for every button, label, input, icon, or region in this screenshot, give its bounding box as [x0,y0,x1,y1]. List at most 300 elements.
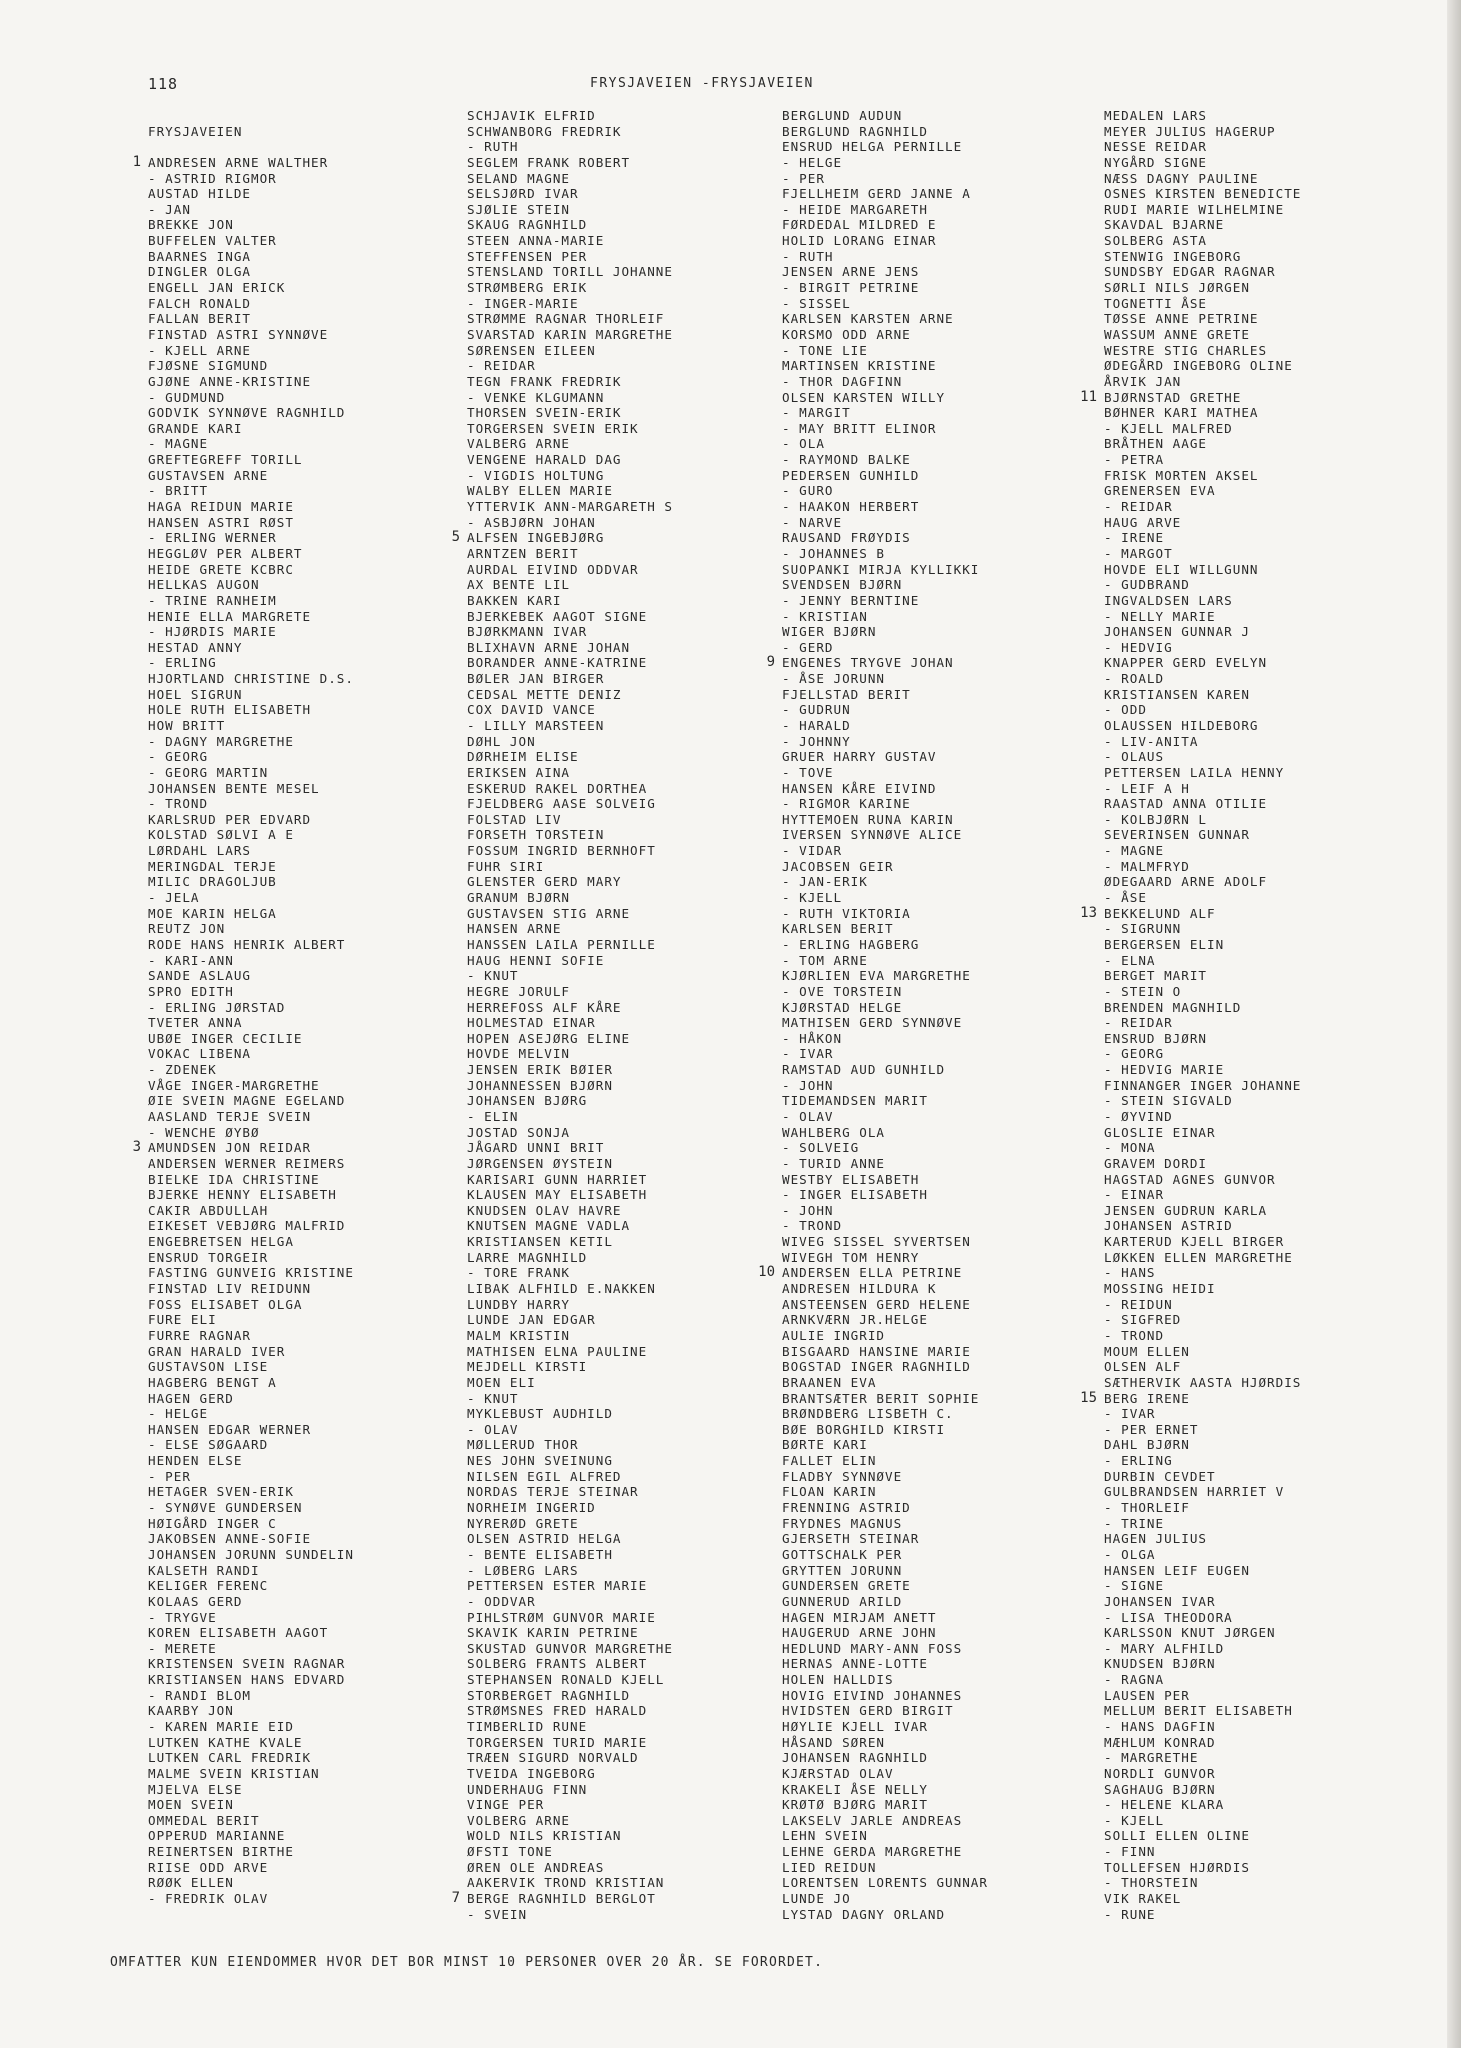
resident-name: RAMSTAD AUD GUNHILD [782,1062,946,1078]
resident-name: KOREN ELISABETH AAGOT [148,1625,329,1641]
resident-name: - ERLING WERNER [148,530,277,546]
resident-name: JOHANNESSEN BJØRN [467,1077,613,1093]
list-item [1104,1125,1301,1141]
resident-name: - TROND [148,796,209,812]
resident-name: SEGLEM FRANK ROBERT [467,154,631,170]
resident-name: - TORE FRANK [467,1265,570,1281]
resident-name: - JOHN [782,1202,834,1218]
resident-name: AX BENTE LIL [467,577,570,593]
list-item [467,671,673,687]
list-item [782,968,988,984]
list-item [1104,1578,1301,1594]
resident-name: STEEN ANNA-MARIE [467,233,605,249]
list-item [148,624,354,640]
list-item [467,390,673,406]
resident-name: WALBY ELLEN MARIE [467,483,613,499]
resident-name: PIHLSTRØM GUNVOR MARIE [467,1609,656,1625]
running-header: FRYSJAVEIEN -FRYSJAVEIEN [590,76,814,91]
list-item [782,827,988,843]
resident-name: - BRITT [148,483,209,499]
resident-name: GREFTEGREFF TORILL [148,452,303,468]
resident-name: HEDLUND MARY-ANN FOSS [782,1640,963,1656]
resident-name: JAKOBSEN ANNE-SOFIE [148,1531,312,1547]
resident-name: - MAGNE [1104,843,1165,859]
resident-name: - VIDAR [782,843,843,859]
list-item [467,1578,673,1594]
list-item [148,483,354,499]
list-item [148,671,354,687]
resident-name: - GUDMUND [148,389,226,405]
resident-name: - MALMFRYD [1104,858,1190,874]
list-item [148,405,354,421]
list-item [1104,765,1301,781]
resident-name: KRØTØ BJØRG MARIT [782,1797,928,1813]
list-item [148,937,354,953]
resident-name: BJERKE HENNY ELISABETH [148,1187,337,1203]
list-item [467,483,673,499]
resident-name: LIED REIDUN [782,1859,877,1875]
list-item [1104,264,1301,280]
resident-name: LØKKEN ELLEN MARGRETHE [1104,1249,1293,1265]
resident-name: WAHLBERG OLA [782,1124,885,1140]
list-item [782,702,988,718]
resident-name: HØYLIE KJELL IVAR [782,1718,928,1734]
list-item [782,1406,988,1422]
list-item [148,1109,354,1125]
resident-name: MJELVA ELSE [148,1781,243,1797]
resident-name: MOEN SVEIN [148,1797,234,1813]
resident-name: - VENKE KLGUMANN [467,389,605,405]
list-item [1104,984,1301,1000]
resident-name: HAGBERG BENGT A [148,1374,277,1390]
list-item [782,233,988,249]
list-item [148,1782,354,1798]
resident-name: MEDALEN LARS [1104,108,1207,123]
resident-name: SELSJØRD IVAR [467,186,579,202]
resident-name: BØE BORGHILD KIRSTI [782,1421,946,1437]
list-item [1104,436,1301,452]
resident-name: - KNUT [467,1390,519,1406]
resident-name: VINGE PER [467,1797,545,1813]
list-item [148,1797,354,1813]
list-item [148,827,354,843]
list-item [782,781,988,797]
list-item [467,343,673,359]
list-item [1104,1703,1301,1719]
list-item [782,1782,988,1798]
resident-name: MALM KRISTIN [467,1327,570,1343]
resident-name: - GERD [782,639,834,655]
list-item [467,655,673,671]
resident-name: LUNDBY HARRY [467,1296,570,1312]
list-item [148,499,354,515]
resident-name: KNUDSEN BJØRN [1104,1656,1216,1672]
resident-name: FOLSTAD LIV [467,811,562,827]
resident-name: - ERLING [148,655,217,671]
list-item [782,139,988,155]
list-item [782,421,988,437]
list-item [1104,1297,1301,1313]
resident-name: HYTTEMOEN RUNA KARIN [782,811,954,827]
list-item [1104,859,1301,875]
list-item [148,1344,354,1360]
list-item [148,1422,354,1438]
resident-name: WASSUM ANNE GRETE [1104,326,1250,342]
resident-name: - THOR DAGFINN [782,373,903,389]
resident-name: BJERKEBEK AAGOT SIGNE [467,608,648,624]
house-number: 15 [1080,1389,1097,1406]
resident-name: - LØBERG LARS [467,1562,579,1578]
resident-name: GJERSETH STEINAR [782,1531,920,1547]
resident-name: TEGN FRANK FREDRIK [467,373,622,389]
list-item [467,1391,673,1407]
resident-name: - ASTRID RIGMOR [148,170,277,186]
list-item [467,562,673,578]
list-item [782,718,988,734]
list-item [1104,1735,1301,1751]
list-item [467,812,673,828]
resident-name: - PER ERNET [1104,1421,1199,1437]
resident-name: HOLEN HALLDIS [782,1672,894,1688]
list-item [782,593,988,609]
resident-name: MÆHLUM KONRAD [1104,1734,1216,1750]
resident-name: REINERTSEN BIRTHE [148,1844,294,1860]
list-item [1104,1547,1301,1563]
resident-name: - SIGRUNN [1104,921,1182,937]
resident-name: ERIKSEN AINA [467,764,570,780]
list-item [148,687,354,703]
resident-name: BREKKE JON [148,217,234,233]
list-item [148,327,354,343]
list-item [467,1641,673,1657]
resident-name: - TRYGVE [148,1609,217,1625]
resident-name: HERREFOSS ALF KÅRE [467,999,622,1015]
resident-name: - INGER ELISABETH [782,1187,928,1203]
list-item [1104,1406,1301,1422]
resident-name: BUFFELEN VALTER [148,233,277,249]
list-item [467,108,673,124]
resident-name: - RAGNA [1104,1672,1165,1688]
resident-name: OLAUSSEN HILDEBORG [1104,717,1259,733]
list-item [467,1109,673,1125]
resident-name: BØHNER KARI MATHEA [1104,405,1259,421]
resident-name: UNDERHAUG FINN [467,1781,588,1797]
list-item [1104,1453,1301,1469]
list-item [467,718,673,734]
resident-name: TØSSE ANNE PETRINE [1104,311,1259,327]
resident-name: GUSTAVSEN STIG ARNE [467,905,631,921]
list-item [148,640,354,656]
list-item [148,1813,354,1829]
resident-name: - ERLING HAGBERG [782,936,920,952]
resident-name: ØDEGAARD ARNE ADOLF [1104,874,1268,890]
resident-name: IVERSEN SYNNØVE ALICE [782,827,963,843]
list-item [782,937,988,953]
resident-name: HAGEN JULIUS [1104,1531,1207,1547]
resident-name: SVENDSEN BJØRN [782,577,903,593]
list-item [782,1218,988,1234]
list-item [1104,1140,1301,1156]
resident-name: STENWIG INGEBORG [1104,248,1242,264]
list-item [467,452,673,468]
resident-name: RIISE ODD ARVE [148,1859,269,1875]
resident-name: VENGENE HARALD DAG [467,452,622,468]
resident-name: FINNANGER INGER JOHANNE [1104,1077,1302,1093]
resident-name: RODE HANS HENRIK ALBERT [148,936,346,952]
resident-name: HANSEN ASTRI RØST [148,514,294,530]
resident-name: - HJØRDIS MARIE [148,624,277,640]
resident-name: SÆTHERVIK AASTA HJØRDIS [1104,1374,1302,1390]
resident-name: - HEDVIG [1104,639,1173,655]
list-item [148,609,354,625]
list-item [782,749,988,765]
list-item [148,1453,354,1469]
resident-name: - LISA THEODORA [1104,1609,1233,1625]
resident-name: HAUG HENNI SOFIE [467,952,605,968]
list-item [148,1125,354,1141]
resident-name: ØREN OLE ANDREAS [467,1859,605,1875]
resident-name: BJØRKMANN IVAR [467,624,588,640]
list-item [148,390,354,406]
resident-name: FALCH RONALD [148,295,251,311]
resident-name: - KRISTIAN [782,608,868,624]
resident-name: STEPHANSEN RONALD KJELL [467,1672,665,1688]
list-item [1104,1625,1301,1641]
list-item [148,1015,354,1031]
list-item [1104,921,1301,937]
list-item [148,374,354,390]
resident-name: BAKKEN KARI [467,592,562,608]
resident-name: - JOHANNES B [782,545,885,561]
list-item [782,1453,988,1469]
list-item [467,1265,673,1281]
resident-name: JOHANSEN ASTRID [1104,1218,1233,1234]
list-item [148,1531,354,1547]
list-item [467,1766,673,1782]
list-item [782,1719,988,1735]
resident-name: SUNDSBY EDGAR RAGNAR [1104,264,1276,280]
resident-name: RAUSAND FRØYDIS [782,530,911,546]
list-item [148,1469,354,1485]
list-item [782,405,988,421]
list-item [148,1500,354,1516]
list-item [782,1594,988,1610]
list-item [782,843,988,859]
resident-name: SCHWANBORG FREDRIK [467,123,622,139]
list-item [1104,1907,1301,1923]
list-item [782,1516,988,1532]
resident-name: JÅGARD UNNI BRIT [467,1140,605,1156]
resident-name: HJORTLAND CHRISTINE D.S. [148,671,354,687]
list-item [148,124,354,140]
house-number: 11 [1080,388,1097,405]
resident-name: - SIGFRED [1104,1312,1182,1328]
list-item [1104,249,1301,265]
resident-name: AMUNDSEN JON REIDAR [148,1140,312,1156]
list-item [467,1828,673,1844]
resident-name: FRISK MORTEN AKSEL [1104,467,1259,483]
resident-name: HAUG ARVE [1104,514,1182,530]
resident-name: YTTERVIK ANN-MARGARETH S [467,499,673,515]
resident-name: - DAGNY MARGRETHE [148,733,294,749]
resident-name: BISGAARD HANSINE MARIE [782,1343,971,1359]
resident-name: NES JOHN SVEINUNG [467,1453,613,1469]
resident-name: GRANUM BJØRN [467,890,570,906]
resident-name: OLSEN KARSTEN WILLY [782,389,946,405]
list-item [148,1719,354,1735]
resident-name: - JENNY BERNTINE [782,592,920,608]
resident-name: - SIGNE [1104,1578,1165,1594]
resident-name: BRØNDBERG LISBETH C. [782,1406,954,1422]
list-item [451,529,673,546]
list-item [467,796,673,812]
list-item [1104,1875,1301,1891]
list-item [148,593,354,609]
list-item [148,796,354,812]
resident-name: - HAAKON HERBERT [782,499,920,515]
resident-name: FORSETH TORSTEIN [467,827,605,843]
resident-name: BRÅTHEN AAGE [1104,436,1207,452]
list-item [148,1547,354,1563]
list-item [467,765,673,781]
list-item [148,1484,354,1500]
list-item [1104,812,1301,828]
resident-name: KRISTENSEN SVEIN RAGNAR [148,1656,346,1672]
list-item [467,1344,673,1360]
list-item [1104,1484,1301,1500]
resident-name: STORBERGET RAGNHILD [467,1687,631,1703]
resident-name: - ELSE SØGAARD [148,1437,269,1453]
list-item [782,1688,988,1704]
list-item [148,1860,354,1876]
resident-name: KRISTIANSEN KETIL [467,1234,613,1250]
resident-name: - MARGRETHE [1104,1750,1199,1766]
resident-name: KORSMO ODD ARNE [782,326,911,342]
resident-name: WIVEG SISSEL SYVERTSEN [782,1234,971,1250]
list-item [782,921,988,937]
list-item [782,1125,988,1141]
resident-name: JØRGENSEN ØYSTEIN [467,1155,613,1171]
resident-name: - TROND [1104,1327,1165,1343]
resident-name: CAKIR ABDULLAH [148,1202,269,1218]
resident-name: - MARGOT [1104,545,1173,561]
resident-name: AUSTAD HILDE [148,186,251,202]
list-item [1104,1000,1301,1016]
list-item [782,1015,988,1031]
list-item [782,1828,988,1844]
resident-name: FURRE RAGNAR [148,1327,251,1343]
resident-name: SEVERINSEN GUNNAR [1104,827,1250,843]
list-item [1104,343,1301,359]
resident-name: - KARI-ANN [148,952,234,968]
resident-name: - FINN [1104,1844,1156,1860]
resident-name: ANSTEENSEN GERD HELENE [782,1296,971,1312]
resident-name: INGVALDSEN LARS [1104,592,1233,608]
resident-name: FINSTAD ASTRI SYNNØVE [148,326,329,342]
resident-name: - HARALD [782,717,851,733]
list-item [782,1437,988,1453]
list-item [467,687,673,703]
list-item [1104,452,1301,468]
resident-name: GODVIK SYNNØVE RAGNHILD [148,405,346,421]
resident-name: - RIGMOR KARINE [782,796,911,812]
list-item [1104,1500,1301,1516]
list-item [148,655,354,671]
resident-name: UBØE INGER CECILIE [148,1030,303,1046]
list-item [1104,171,1301,187]
list-item [148,921,354,937]
resident-name: WOLD NILS KRISTIAN [467,1828,622,1844]
list-item [1104,186,1301,202]
resident-name: - REIDUN [1104,1296,1173,1312]
resident-name: HAGEN GERD [148,1390,234,1406]
resident-name: GUSTAVSEN ARNE [148,467,269,483]
list-item [1104,953,1301,969]
list-item [148,843,354,859]
resident-name: DØHL JON [467,733,536,749]
list-item [782,609,988,625]
resident-name: FOSSUM INGRID BERNHOFT [467,843,656,859]
resident-name: GULBRANDSEN HARRIET V [1104,1484,1285,1500]
resident-name: FURE ELI [148,1312,217,1328]
list-item [1104,233,1301,249]
resident-name: PETTERSEN LAILA HENNY [1104,764,1285,780]
resident-name: ENGELL JAN ERICK [148,280,286,296]
list-item [467,640,673,656]
list-item [148,906,354,922]
resident-name: KOLSTAD SØLVI A E [148,827,294,843]
resident-name: JOHANSEN BENTE MESEL [148,780,320,796]
list-item [782,687,988,703]
list-item [1104,687,1301,703]
list-item [467,1062,673,1078]
resident-name: - JELA [148,890,200,906]
list-item [148,1735,354,1751]
resident-name: SØRENSEN EILEEN [467,342,596,358]
list-item [1104,624,1301,640]
resident-name: HVIDSTEN GERD BIRGIT [782,1703,954,1719]
list-item [467,280,673,296]
list-item [467,1453,673,1469]
resident-name: JOHANSEN JORUNN SUNDELIN [148,1546,354,1562]
resident-name: - ODD [1104,702,1147,718]
list-item [148,1891,354,1907]
list-item [1104,734,1301,750]
list-item [467,1406,673,1422]
list-item [467,984,673,1000]
list-item [1104,1766,1301,1782]
list-item [148,515,354,531]
resident-name: THORSEN SVEIN-ERIK [467,405,622,421]
list-item [148,718,354,734]
list-item [782,796,988,812]
list-item [782,1281,988,1297]
list-item [782,1750,988,1766]
list-item [467,890,673,906]
resident-name: SAGHAUG BJØRN [1104,1781,1216,1797]
resident-name: - MAGNE [148,436,209,452]
list-item [782,249,988,265]
house-number: 10 [758,1264,775,1281]
resident-name: - KJELL [782,890,843,906]
resident-name: LAKSELV JARLE ANDREAS [782,1812,963,1828]
list-item [782,1469,988,1485]
resident-name: BLIXHAVN ARNE JOHAN [467,639,631,655]
list-item [782,1250,988,1266]
resident-name: SVARSTAD KARIN MARGRETHE [467,326,673,342]
resident-name: HOVDE MELVIN [467,1046,570,1062]
resident-name: FLADBY SYNNØVE [782,1468,903,1484]
